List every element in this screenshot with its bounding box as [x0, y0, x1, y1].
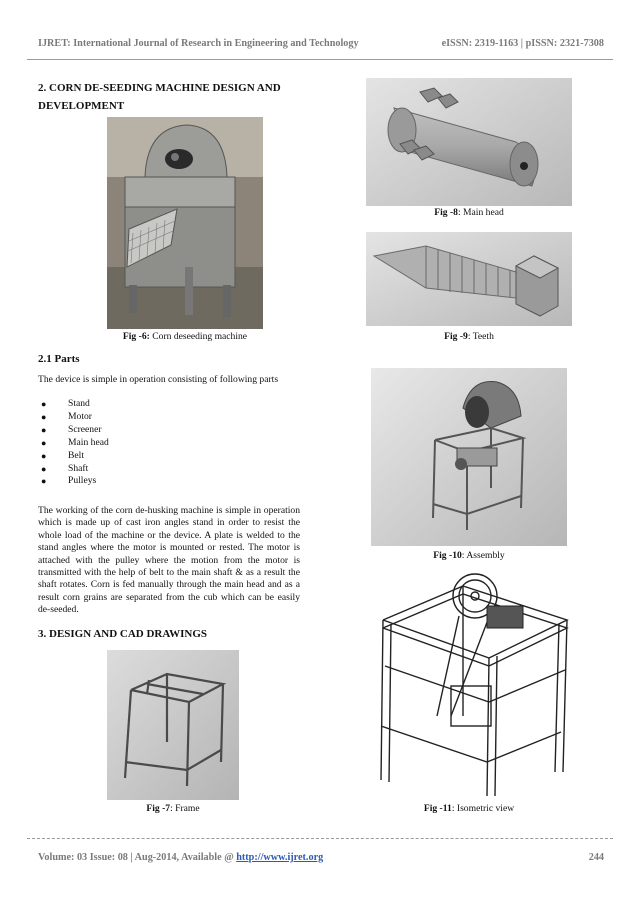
- footer-volume-info: Volume: 03 Issue: 08 | Aug-2014, Available @ http://www.ijret.org: [38, 852, 324, 863]
- fig-10-assembly-drawing: [371, 368, 567, 546]
- bullet-icon: ●: [41, 411, 47, 422]
- issn-text: eISSN: 2319-1163 | pISSN: 2321-7308: [441, 38, 604, 49]
- journal-title: IJRET: International Journal of Research in Engineering and Technology: [38, 38, 359, 49]
- list-item: ● Motor: [38, 411, 109, 424]
- bullet-icon: ●: [41, 424, 47, 435]
- parts-intro: The device is simple in operation consisting of following parts: [38, 374, 279, 385]
- list-item: ● Belt: [38, 450, 109, 463]
- page-footer: [38, 852, 604, 863]
- page-header: [38, 38, 604, 49]
- section-2-heading: [38, 79, 308, 115]
- fig-8-label: Fig -8: [434, 207, 458, 218]
- fig-11-isometric-drawing: [371, 566, 571, 798]
- section-3-title: 3. DESIGN AND CAD DRAWINGS: [38, 628, 207, 640]
- fig-11-text: : Isometric view: [451, 803, 515, 814]
- fig-6-text: Corn deseeding machine: [149, 331, 248, 342]
- parts-list: [38, 398, 109, 488]
- fig-6-caption: [60, 331, 310, 342]
- fig-11-label: Fig -11: [423, 803, 452, 814]
- fig-10-caption: [380, 550, 558, 561]
- fig-10-text: : Assembly: [461, 550, 505, 561]
- fig-6-label: Fig -6:: [122, 331, 150, 342]
- bullet-icon: ●: [41, 399, 47, 409]
- journal-link[interactable]: http://www.ijret.org: [236, 852, 324, 863]
- fig-10-label: Fig -10: [433, 550, 462, 561]
- section-2-1-title: 2.1 Parts: [38, 353, 80, 365]
- bullet-icon: ●: [41, 476, 47, 487]
- section-2-title-line1: 2. CORN DE-SEEDING MACHINE DESIGN AND: [38, 82, 281, 94]
- fig-7-caption: [107, 803, 239, 814]
- list-item: ● Shaft: [38, 463, 109, 476]
- fig-6-photo: [107, 117, 263, 329]
- footer-rule: [27, 838, 613, 839]
- header-rule: [27, 59, 613, 60]
- fig-9-text: : Teeth: [467, 331, 494, 342]
- page-number: 244: [588, 852, 604, 863]
- fig-9-caption: [380, 331, 558, 342]
- fig-8-text: : Main head: [457, 207, 504, 218]
- fig-7-frame-drawing: [107, 650, 239, 800]
- list-item: ● Stand: [38, 398, 109, 411]
- list-item: ● Pulleys: [38, 475, 109, 488]
- fig-7-text: : Frame: [170, 803, 200, 814]
- working-paragraph: The working of the corn de-husking machine is simple in operation which is made up of cast iron angles stand in order to resist the whole load of the machine or the device. A plate is welded to the stand angles where the motor is mounted or rested. The motor is attached with the pulley where the motion from the motor is transmitted with the help of belt to the main shaft & as a result the shaft rotates. Corn is fed manually through the main head and as a result corn grains are separated from the cub which can be easily de-seeded.: [38, 505, 300, 616]
- list-item: ● Screener: [38, 424, 109, 437]
- fig-9-label: Fig -9: [444, 331, 468, 342]
- fig-8-main-head-drawing: [366, 78, 572, 206]
- bullet-icon: ●: [41, 463, 47, 474]
- bullet-icon: ●: [41, 437, 47, 448]
- list-item: ● Main head: [38, 437, 109, 450]
- bullet-icon: ●: [41, 450, 47, 461]
- fig-8-caption: [380, 207, 558, 218]
- section-2-title-line2: DEVELOPMENT: [38, 100, 125, 112]
- fig-9-teeth-drawing: [366, 232, 572, 326]
- fig-7-label: Fig -7: [146, 803, 171, 814]
- fig-11-caption: [380, 803, 558, 814]
